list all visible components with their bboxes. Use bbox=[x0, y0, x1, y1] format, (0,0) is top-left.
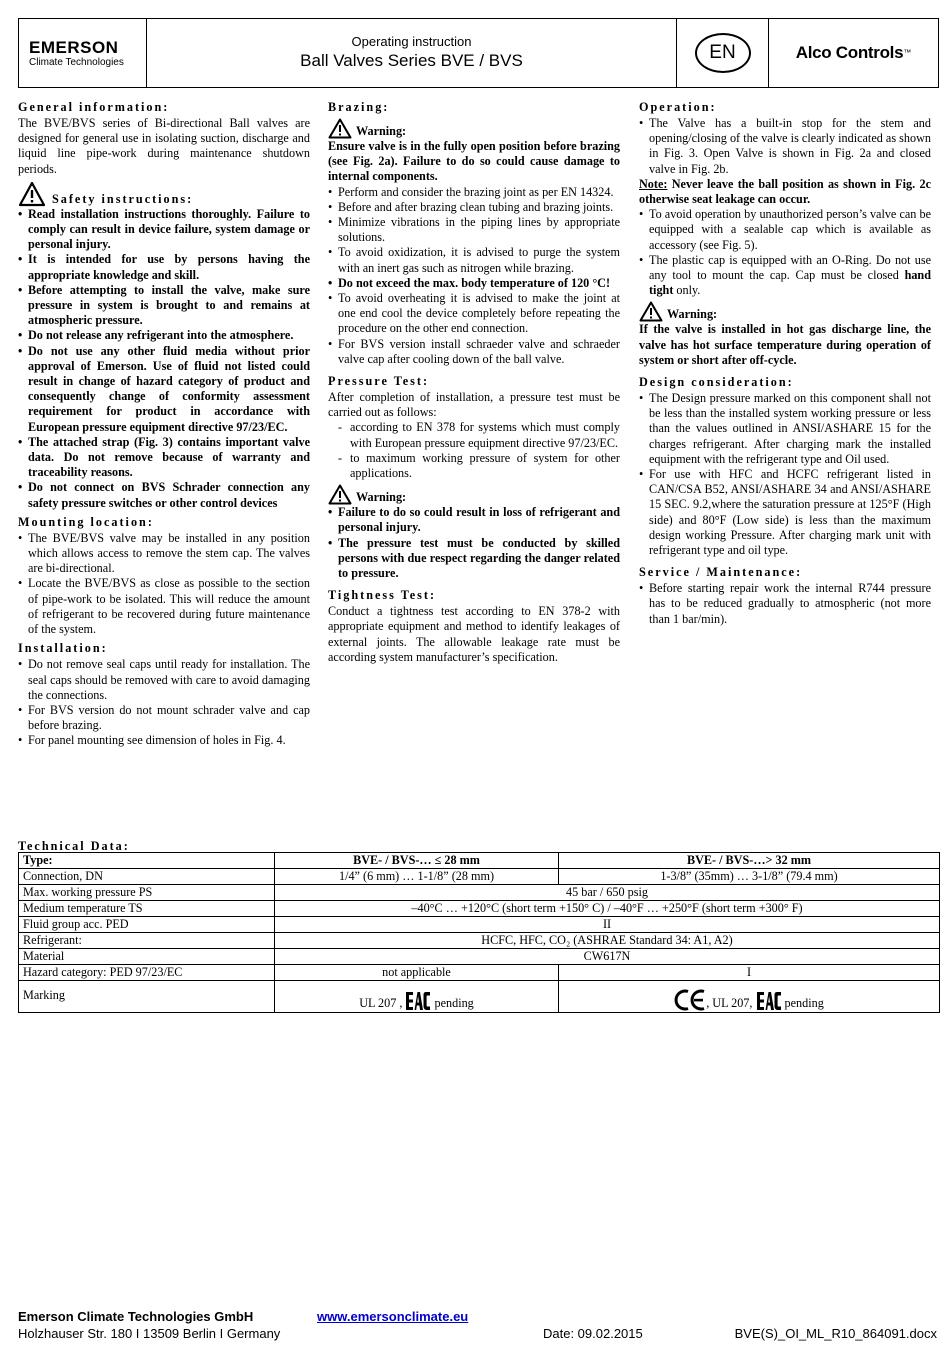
table-row bbox=[19, 949, 940, 965]
marking-small-text: UL 207 , bbox=[359, 996, 403, 1010]
warning-triangle-icon bbox=[639, 301, 663, 322]
logo-sub-text: Climate Technologies bbox=[29, 56, 124, 68]
row-label: Connection, DN bbox=[19, 869, 275, 885]
list-item: • For BVS version install schraeder valve and schraeder valve cap after cooling down of the ball valve. bbox=[328, 337, 620, 367]
warning-label: Warning: bbox=[356, 490, 407, 505]
list-item: • Do not release any refrigerant into the atmosphere. bbox=[18, 328, 310, 343]
general-text: The BVE/BVS series of Bi-directional Ball valves are designed for general use in isolating suction, discharge and liquid line pipe-work during maintenance shutdown periods. bbox=[18, 116, 310, 176]
row-value: CW617N bbox=[275, 949, 940, 965]
eac-mark-icon bbox=[405, 991, 431, 1011]
document-kind: Operating instruction bbox=[351, 34, 472, 49]
warning-triangle-icon bbox=[328, 484, 352, 505]
list-item: • To avoid oxidization, it is advised to purge the system with an inert gas such as nitrogen while brazing. bbox=[328, 245, 620, 275]
language-block bbox=[677, 19, 769, 87]
row-label: Material bbox=[19, 949, 275, 965]
general-heading: General information: bbox=[18, 100, 170, 114]
row-value: HCFC, HFC, CO₂ (ASHRAE Standard 34: A1, A2) bbox=[275, 933, 940, 949]
list-item: • Before and after brazing clean tubing and brazing joints. bbox=[328, 200, 620, 215]
table-row bbox=[19, 933, 940, 949]
operation-note bbox=[639, 177, 931, 207]
safety-heading-row bbox=[18, 181, 310, 207]
document-header bbox=[18, 18, 939, 88]
type-header: Type: bbox=[19, 853, 275, 869]
row-label: Max. working pressure PS bbox=[19, 885, 275, 901]
service-list bbox=[639, 581, 931, 627]
column-1 bbox=[18, 96, 310, 749]
note-text: Never leave the ball position as shown in Fig. 2c otherwise seat leakage can occur. bbox=[639, 176, 931, 207]
note-label: Note: bbox=[639, 176, 668, 191]
warning-label: Warning: bbox=[667, 307, 718, 322]
list-item: • Read installation instructions thoroughly. Failure to comply can result in device failure, system damage or personal injury. bbox=[18, 207, 310, 253]
logo-main-text: EMERSON bbox=[29, 37, 119, 57]
marking-small-pending: pending bbox=[434, 996, 474, 1010]
row-value: –40°C … +120°C (short term +150° C) / –40°F … +250°F (short term +300° F) bbox=[275, 901, 940, 917]
list-item: • Do not remove seal caps until ready for installation. The seal caps should be removed with care to avoid damaging the connections. bbox=[18, 657, 310, 703]
list-item: • Do not exceed the max. body temperature of 120 °C! bbox=[328, 276, 620, 291]
row-value-large: 1-3/8” (35mm) … 3-1/8” (79.4 mm) bbox=[559, 869, 940, 885]
list-item: • Failure to do so could result in loss of refrigerant and personal injury. bbox=[328, 505, 620, 535]
marking-large-text: , UL 207, bbox=[706, 996, 753, 1010]
installation-heading: Installation: bbox=[18, 641, 108, 656]
table-row bbox=[19, 885, 940, 901]
list-item: • The pressure test must be conducted by skilled persons with due respect regarding the danger related to pressure. bbox=[328, 536, 620, 582]
marking-row bbox=[19, 981, 940, 1013]
table-row bbox=[19, 917, 940, 933]
cap-text: The plastic cap is equipped with an O-Ring. Do not use any tool to mount the cap. Cap must be closed bbox=[649, 252, 931, 283]
list-item bbox=[639, 253, 931, 299]
footer-row-2 bbox=[18, 1325, 939, 1342]
list-item: - according to EN 378 for systems which must comply with European pressure equipment directive 97/23/EC. bbox=[328, 420, 620, 450]
operation-warning-text: If the valve is installed in hot gas discharge line, the valve has hot surface temperature during operation of system or short after off-cycle. bbox=[639, 322, 931, 367]
pressure-test-heading: Pressure Test: bbox=[328, 374, 430, 389]
row-label: Refrigerant: bbox=[19, 933, 275, 949]
warning-triangle-icon bbox=[328, 118, 352, 139]
only-text: only. bbox=[673, 283, 701, 298]
operation-list-2 bbox=[639, 207, 931, 298]
small-size-header: BVE- / BVS-… ≤ 28 mm bbox=[275, 853, 559, 869]
alco-controls-logo bbox=[769, 19, 938, 87]
safety-heading: Safety instructions: bbox=[52, 191, 194, 206]
row-value-small: 1/4” (6 mm) … 1-1/8” (28 mm) bbox=[275, 869, 559, 885]
row-value: 45 bar / 650 psig bbox=[275, 885, 940, 901]
list-item: • For BVS version do not mount schrader valve and cap before brazing. bbox=[18, 703, 310, 733]
pressure-test-text: After completion of installation, a pressure test must be carried out as follows: bbox=[328, 390, 620, 420]
list-item: • To avoid overheating it is advised to make the joint at one end cool the device completely before repeating the procedure on the other end connection. bbox=[328, 291, 620, 337]
list-item: • The BVE/BVS valve may be installed in any position which allows access to remove the stem cap. The valves are bi-directional. bbox=[18, 531, 310, 577]
table-row bbox=[19, 901, 940, 917]
brazing-warning-text: Ensure valve is in the fully open position before brazing (see Fig. 2a). Failure to do so could cause damage to internal components. bbox=[328, 139, 620, 184]
footer-row-1 bbox=[18, 1308, 939, 1325]
mounting-heading: Mounting location: bbox=[18, 514, 154, 529]
marking-large bbox=[559, 981, 940, 1013]
list-item: • The attached strap (Fig. 3) contains important valve data. Do not remove because of warranty and traceability reasons. bbox=[18, 435, 310, 481]
list-item: • Do not connect on BVS Schrader connection any safety pressure switches or other control devices bbox=[18, 480, 310, 510]
emerson-logo bbox=[19, 19, 147, 87]
list-item: • Before starting repair work the internal R744 pressure has to be reduced gradually to atmospheric (not more than 1 bar/min). bbox=[639, 581, 931, 627]
footer-company: Emerson Climate Technologies GmbH bbox=[18, 1309, 254, 1324]
tightness-test-text: Conduct a tightness test according to EN 378-2 with appropriate equipment and method to identify leakages of external joints. The allowable leakage rate must be according system manufacturer’s specification. bbox=[328, 604, 620, 664]
list-item: • The Design pressure marked on this component shall not be less than the installed system working pressure or less than the values outlined in ANSI/ASHARE 15 for the charges refrigerant. After charging mark the installed equipment with the refrigerant type and Oil used. bbox=[639, 391, 931, 467]
pressure-warning-row bbox=[328, 484, 620, 505]
footer-website-link[interactable]: www.emersonclimate.eu bbox=[317, 1309, 469, 1324]
document-title: Ball Valves Series BVE / BVS bbox=[300, 51, 523, 70]
language-badge: EN bbox=[695, 33, 751, 73]
footer-date: Date: 09.02.2015 bbox=[543, 1326, 643, 1341]
mounting-list bbox=[18, 531, 310, 637]
row-value-small: not applicable bbox=[275, 965, 559, 981]
hand-tight-text: hand tight bbox=[649, 268, 931, 298]
list-item: • For panel mounting see dimension of holes in Fig. 4. bbox=[18, 733, 310, 748]
row-label: Marking bbox=[19, 981, 275, 1013]
brazing-list bbox=[328, 185, 620, 367]
list-item: • It is intended for use by persons having the appropriate knowledge and skill. bbox=[18, 252, 310, 282]
safety-list bbox=[18, 207, 310, 511]
eac-mark-icon bbox=[756, 991, 782, 1011]
table-header-row bbox=[19, 853, 940, 869]
list-item: • For use with HFC and HCFC refrigerant listed in CAN/CSA B52, ANSI/ASHARE 34 and ANSI/ASHARE 15 SEC. 9.2,where the saturation pressure at 125°F (High side) and 80°F (Low side) is less than the maximum design working Pressure. After charging mark unit with refrigerant type and oil type. bbox=[639, 467, 931, 558]
title-block bbox=[147, 19, 677, 87]
list-item: • Minimize vibrations in the piping lines by appropriate solutions. bbox=[328, 215, 620, 245]
operation-warning-row bbox=[639, 301, 931, 322]
row-label: Hazard category: PED 97/23/EC bbox=[19, 965, 275, 981]
list-item: • Before attempting to install the valve, make sure pressure in system is brought to and remains at atmospheric pressure. bbox=[18, 283, 310, 329]
design-heading: Design consideration: bbox=[639, 375, 794, 390]
marking-large-pending: pending bbox=[784, 996, 824, 1010]
marking-small bbox=[275, 981, 559, 1013]
list-item: • Locate the BVE/BVS as close as possible to the section of pipe-work to be isolated. This will reduce the amount of refrigerant to be recovered during future maintenance of the system. bbox=[18, 576, 310, 637]
table-row bbox=[19, 869, 940, 885]
column-2 bbox=[328, 96, 620, 665]
list-item: • Do not use any other fluid media without prior approval of Emerson. Use of fluid not listed could result in change of hazard category of product and consequently change of conformity assessment requirement for product in accordance with European pressure equipment directive 97/23/EC. bbox=[18, 344, 310, 435]
column-3 bbox=[639, 96, 931, 627]
list-item: - to maximum working pressure of system for other applications. bbox=[328, 451, 620, 481]
ce-mark-icon bbox=[674, 989, 706, 1011]
list-item: • The Valve has a built-in stop for the stem and opening/closing of the valve is clearly indicated as shown in Fig. 3. Open Valve is shown in Fig. 2a and closed valve in Fig. 2b. bbox=[639, 116, 931, 177]
brazing-warning-row bbox=[328, 118, 620, 139]
technical-data-heading: Technical Data: bbox=[18, 839, 130, 853]
row-label: Fluid group acc. PED bbox=[19, 917, 275, 933]
service-heading: Service / Maintenance: bbox=[639, 565, 803, 580]
operation-heading: Operation: bbox=[639, 100, 717, 114]
pressure-warning-list bbox=[328, 505, 620, 581]
row-label: Medium temperature TS bbox=[19, 901, 275, 917]
warning-label: Warning: bbox=[356, 123, 407, 138]
operation-list bbox=[639, 116, 931, 177]
trademark-symbol: ™ bbox=[903, 48, 912, 58]
design-list bbox=[639, 391, 931, 558]
document-footer bbox=[18, 1308, 939, 1342]
brand-name: Alco Controls bbox=[795, 43, 904, 63]
installation-list bbox=[18, 657, 310, 748]
list-item: • Perform and consider the brazing joint as per EN 14324. bbox=[328, 185, 620, 200]
large-size-header: BVE- / BVS-…> 32 mm bbox=[559, 853, 940, 869]
row-value: II bbox=[275, 917, 940, 933]
footer-address: Holzhauser Str. 180 I 13509 Berlin I Germany bbox=[18, 1326, 281, 1341]
technical-data-table bbox=[18, 852, 940, 1013]
row-value-large: I bbox=[559, 965, 940, 981]
footer-docref: BVE(S)_OI_ML_R10_864091.docx bbox=[734, 1326, 937, 1341]
warning-triangle-icon bbox=[18, 181, 46, 207]
brazing-heading: Brazing: bbox=[328, 100, 390, 114]
pressure-test-list bbox=[328, 420, 620, 481]
list-item: • To avoid operation by unauthorized person’s valve can be equipped with a sealable cap which is available as accessory (see Fig. 5). bbox=[639, 207, 931, 253]
tightness-test-heading: Tightness Test: bbox=[328, 588, 437, 603]
table-row bbox=[19, 965, 940, 981]
